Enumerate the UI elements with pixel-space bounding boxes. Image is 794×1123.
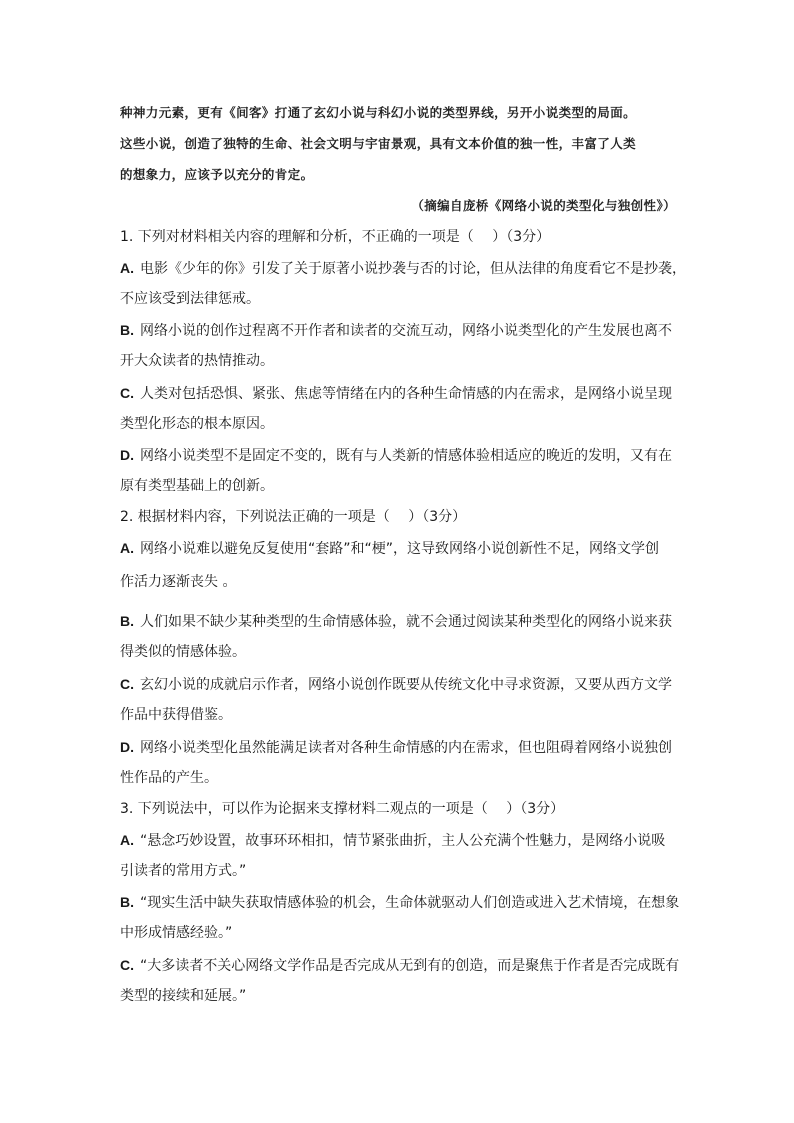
- option-continuation: 类型化形态的根本原因。: [120, 416, 274, 432]
- option-text: 网络小说难以避免反复使用“套路”和“梗”，这导致网络小说创新性不足，网络文学创: [140, 541, 660, 557]
- option-continuation: 性作品的产生。: [120, 770, 218, 786]
- question-2-stem: 2. 根据材料内容，下列说法正确的一项是（ ）（3分）: [120, 509, 467, 525]
- question-1-option-b: [120, 321, 680, 340]
- option-label: C.: [120, 676, 134, 692]
- option-label: B.: [120, 894, 134, 910]
- question-2-option-d: [120, 738, 680, 757]
- question-1-option-d: [120, 446, 680, 465]
- question-2-option-b: [120, 612, 680, 631]
- option-continuation: 作活力逐渐丧失 。: [120, 574, 237, 590]
- question-1-option-c: [120, 384, 680, 403]
- option-label: B.: [120, 322, 134, 338]
- passage-line: 种神力元素，更有《间客》打通了玄幻小说与科幻小说的类型界线，另开小说类型的局面。: [120, 105, 637, 120]
- option-label: D.: [120, 739, 134, 755]
- question-3-option-b: [120, 893, 680, 912]
- option-label: C.: [120, 957, 134, 973]
- option-label: D.: [120, 447, 134, 463]
- passage-source: （摘编自庞桥《网络小说的类型化与独创性》）: [411, 198, 676, 213]
- option-text: 玄幻小说的成就启示作者，网络小说创作既要从传统文化中寻求资源，又要从西方文学: [140, 677, 672, 693]
- option-text: “悬念巧妙设置，故事环环相扣，情节紧张曲折，主人公充满个性魅力，是网络小说吸: [140, 833, 666, 849]
- question-1-option-a: [120, 259, 686, 278]
- option-label: A.: [120, 832, 134, 848]
- option-continuation: 类型的接续和延展。”: [120, 988, 247, 1004]
- option-continuation: 不应该受到法律惩戒。: [120, 291, 260, 307]
- option-text: 网络小说类型化虽然能满足读者对各种生命情感的内在需求，但也阻碍着网络小说独创: [140, 740, 672, 756]
- option-text: 网络小说的创作过程离不开作者和读者的交流互动，网络小说类型化的产生发展也离不: [140, 323, 672, 339]
- option-text: 人类对包括恐惧、紧张、焦虑等情绪在内的各种生命情感的内在需求，是网络小说呈现: [140, 386, 672, 402]
- question-1-stem: 1. 下列对材料相关内容的理解和分析，不正确的一项是（ ）（3分）: [120, 229, 551, 245]
- option-continuation: 作品中获得借鉴。: [120, 707, 232, 723]
- option-continuation: 引读者的常用方式。”: [120, 863, 247, 879]
- question-2-option-a: [120, 539, 680, 558]
- option-label: A.: [120, 260, 134, 276]
- option-continuation: 原有类型基础上的创新。: [120, 478, 274, 494]
- option-text: 电影《少年的你》引发了关于原著小说抄袭与否的讨论，但从法律的角度看它不是抄袭，: [140, 261, 686, 277]
- option-continuation: 中形成情感经验。”: [120, 925, 233, 941]
- question-2-option-c: [120, 675, 680, 694]
- option-text: “大多读者不关心网络文学作品是否完成从无到有的创造，而是聚焦于作者是否完成既有: [140, 958, 680, 974]
- option-label: C.: [120, 385, 134, 401]
- option-text: 人们如果不缺少某种类型的生命情感体验，就不会通过阅读某种类型化的网络小说来获: [140, 614, 672, 630]
- question-3-option-c: [120, 956, 680, 975]
- option-continuation: 得类似的情感体验。: [120, 644, 246, 660]
- option-label: A.: [120, 540, 134, 556]
- option-label: B.: [120, 613, 134, 629]
- option-text: 网络小说类型不是固定不变的，既有与人类新的情感体验相适应的晚近的发明，又有在: [140, 448, 672, 464]
- question-3-stem: 3. 下列说法中，可以作为论据来支撑材料二观点的一项是（ ）（3分）: [120, 801, 565, 817]
- option-continuation: 开大众读者的热情推动。: [120, 353, 274, 369]
- question-3-option-a: [120, 831, 680, 850]
- passage-line: 的想象力，应该予以充分的肯定。: [120, 167, 314, 182]
- option-text: “现实生活中缺失获取情感体验的机会，生命体就驱动人们创造或进入艺术情境，在想象: [140, 895, 680, 911]
- passage-line: 这些小说，创造了独特的生命、社会文明与宇宙景观，具有文本价值的独一性，丰富了人类: [120, 136, 637, 151]
